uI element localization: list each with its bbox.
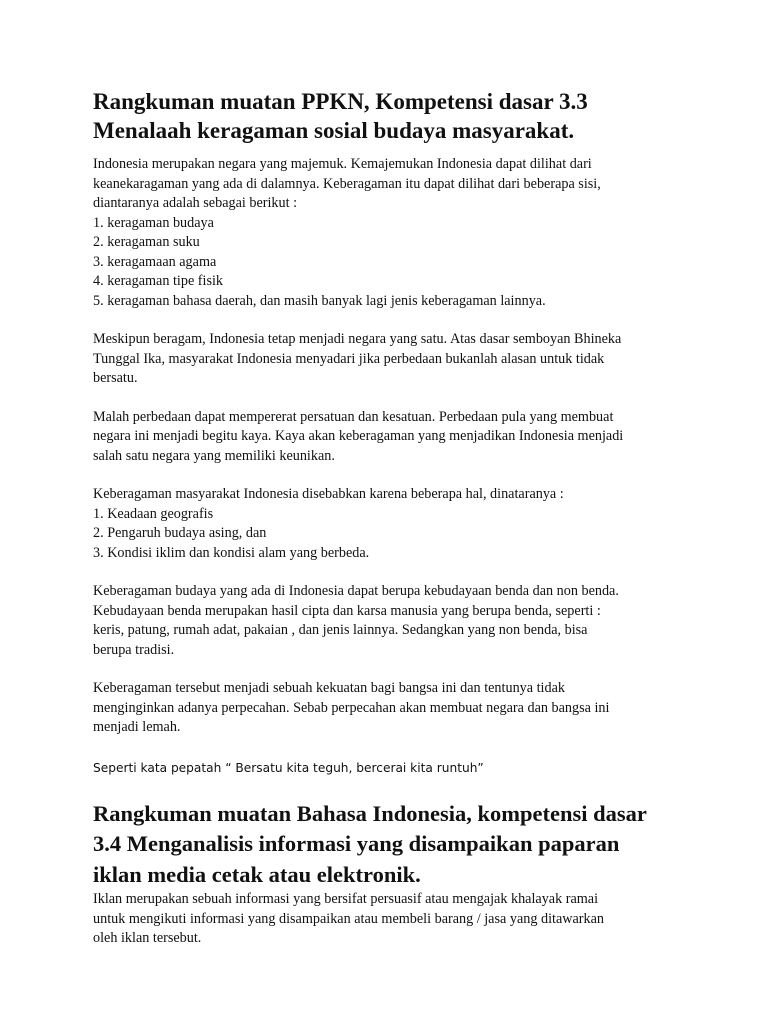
document-page — [93, 87, 693, 949]
heading-line: Menalaah keragaman sosial budaya masyarakat. — [93, 118, 575, 143]
list-item: 3. Kondisi iklim dan kondisi alam yang berbeda. — [93, 544, 370, 561]
text-line: menjadi lemah. — [93, 719, 181, 735]
section2-heading — [93, 799, 693, 891]
list-item: 1. keragaman budaya — [93, 214, 214, 231]
paragraph-strength — [93, 679, 693, 738]
text-line: Kebudayaan benda merupakan hasil cipta dan karsa manusia yang berupa benda, seperti : — [93, 602, 601, 619]
text-line: oleh iklan tersebut. — [93, 930, 202, 946]
list-item: 1. Keadaan geografis — [93, 505, 214, 522]
text-line: Malah perbedaan dapat mempererat persatuan dan kesatuan. Perbedaan pula yang membuat — [93, 408, 614, 425]
proverb-quote: Seperti kata pepatah “ Bersatu kita teguh, bercerai kita runtuh” — [93, 760, 484, 775]
paragraph-unity — [93, 330, 693, 389]
text-line: Tunggal Ika, masyarakat Indonesia menyadari jika perbedaan bukanlah alasan untuk tidak — [93, 350, 605, 367]
paragraph-culture — [93, 582, 693, 660]
text-line: Keberagaman masyarakat Indonesia disebabkan karena beberapa hal, dinataranya : — [93, 486, 564, 502]
text-line: Meskipun beragam, Indonesia tetap menjadi negara yang satu. Atas dasar semboyan Bhineka — [93, 331, 622, 347]
heading-line: 3.4 Menganalisis informasi yang disampaikan paparan — [93, 831, 620, 856]
list-item: 3. keragamaan agama — [93, 253, 217, 270]
heading-line: iklan media cetak atau elektronik. — [93, 861, 421, 887]
list-item: 4. keragaman tipe fisik — [93, 273, 224, 289]
text-line: Indonesia merupakan negara yang majemuk. Kemajemukan Indonesia dapat dilihat dari — [93, 156, 592, 172]
heading-line: Rangkuman muatan Bahasa Indonesia, kompetensi dasar — [93, 800, 647, 826]
text-line: salah satu negara yang memiliki keunikan. — [93, 447, 335, 464]
paragraph-advertisement — [93, 890, 693, 949]
text-line: keris, patung, rumah adat, pakaian , dan jenis lainnya. Sedangkan yang non benda, bisa — [93, 622, 588, 638]
text-line: untuk mengikuti informasi yang disampaikan atau membeli barang / jasa yang ditawarkan — [93, 910, 604, 927]
text-line: negara ini menjadi begitu kaya. Kaya akan keberagaman yang menjadikan Indonesia menjadi — [93, 428, 624, 444]
paragraph-differences — [93, 408, 693, 467]
list-item: 2. Pengaruh budaya asing, dan — [93, 525, 267, 541]
section1-heading — [93, 87, 693, 145]
heading-line: Rangkuman muatan PPKN, Kompetensi dasar 3.3 — [93, 89, 588, 114]
paragraph-diversity-intro — [93, 155, 693, 311]
text-line: keanekaragaman yang ada di dalamnya. Keberagaman itu dapat dilihat dari beberapa sisi, — [93, 175, 601, 192]
text-line: bersatu. — [93, 370, 138, 386]
text-line: Keberagaman budaya yang ada di Indonesia dapat berupa kebudayaan benda dan non benda. — [93, 583, 619, 599]
text-line: menginginkan adanya perpecahan. Sebab perpecahan akan membuat negara dan bangsa ini — [93, 699, 610, 716]
text-line: diantaranya adalah sebagai berikut : — [93, 195, 298, 211]
text-line: berupa tradisi. — [93, 641, 175, 658]
text-line: Iklan merupakan sebuah informasi yang bersifat persuasif atau mengajak khalayak ramai — [93, 891, 599, 907]
list-item: 2. keragaman suku — [93, 234, 200, 250]
text-line: Keberagaman tersebut menjadi sebuah kekuatan bagi bangsa ini dan tentunya tidak — [93, 680, 565, 696]
paragraph-causes — [93, 485, 693, 563]
list-item: 5. keragaman bahasa daerah, dan masih banyak lagi jenis keberagaman lainnya. — [93, 292, 546, 309]
